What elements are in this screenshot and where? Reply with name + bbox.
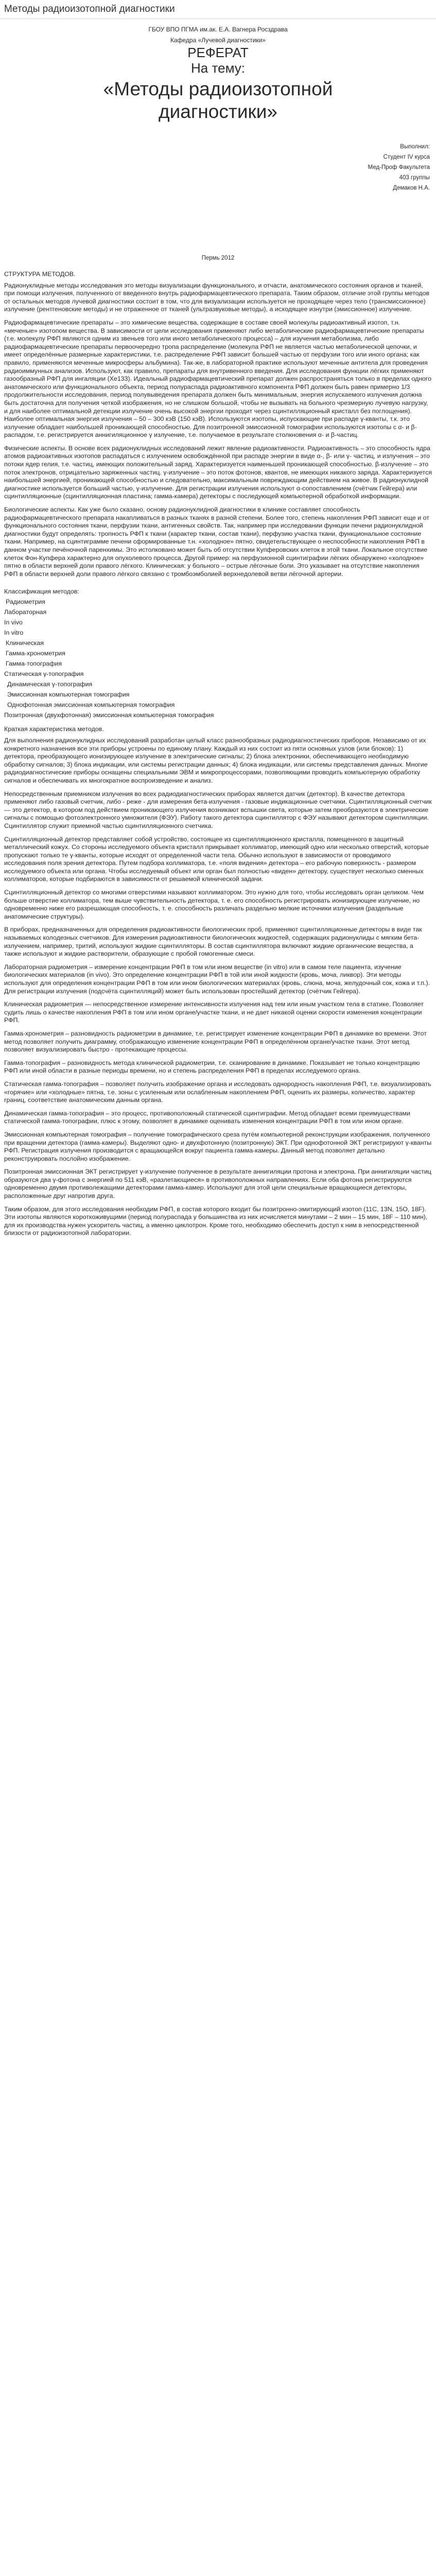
paragraph: Лабораторная радиометрия – измерение концентрации РФП в том или ином веществе (in vitro) или в самом теле пациента, изучение биологических материалов (in vivo). Это определение концентрации РФП в той или иной жидкости (кровь, моча, ликвор). Эти методы используют для определения концентрации РФП в том или ином биологических материалах (кровь, слюна, моча, желудочный сок, кожа и т.п.). Для регистрации излучения (подсчёта сцинтилляций) может быть использован простейший детектор (счётчик Гейгера).	[4, 963, 430, 995]
author-line: 403 группы	[399, 175, 430, 181]
paragraph: Радионуклидные методы исследования это методы визуализации функционального, и отчасти, анатомического состояния органов и тканей, при помощи излучения, полученного от введенного внутрь радиофармацевтического препарата. Таким образом, отличие этой группы методов от остальных методов лучевой диагностики состоит в том, что для визуализации используется не проходящее через тело (трансмиссионное) излучение (рентгеновские методы) и не отраженное от тканей (ультразвуковые методы), а исходящее изнутри (эмиссионное) излучение.	[4, 281, 430, 313]
paragraph: Гамма-топография – разновидность метода клинической радиометрии, т.е. сканирование в динамике. Показывает не только концентрацию РФП или иной области в разные периоды времени, но и степень распределения РФП в пределах исследуемого органа.	[4, 1059, 420, 1075]
paragraph: Радиофармацевтические препараты – это химические вещества, содержащие в составе своей молекулы радиоактивный изотоп, т.н. «меченые» изотопом вещества. В зависимости от цели исследования применяют либо метаболические радиофармацевтические препараты (т.е. молекулу РФП являются одним из звеньев того или иного метаболического процесса) – для изучения метаболизма, либо радиофармацевтические препараты первоочередно тропа распределение (молекула РФП не является частью метаболической цепочки, и имеет определённые размерные характеристики, т.е. распределение РФП зависит большей частью от перфузии того или иного органа; как правило, применяются меченные микросферы альбумина). Так-же, в лабораторной практике используют меченные антитела для проведения радиоиммунных анализов. Используют, как правило, препараты для внутривенного введения. Для исследования функции лёгких применяют газообразный РФП для ингаляции (Xe133). Идеальный радиофармацевтический препарат должен распространяться только в пределах одного анатомического или функционального объекта, период полураспада радиоактивного компонента РФП должен быть равен примерно 1/3 продолжительности исследования, период полувыведения препарата должен быть минимальным, энергия испускаемого излучения должна быть достаточна для получения четкой изображения, но не слишком большой, чтобы не вызывать на больного чрезмерную лучевую нагрузку, и для наиболее оптимальной детекции излучение очень высокой энергии проходит через сцинтилляционный кристалл без поглощения). Наиболее оптимальная энергия излучения – 50 – 300 кэВ (150 кэВ). Используются изотопы, испускающие при распаде γ-кванты, т.к. это излучение обладает наибольшей проникающей способностью. Для позитронной эмиссионной томографии используются изотопы с α- и β-распадом, т.е. регистрируется аннигиляционное γ излучение, т.е. получаемое в результате столкновения α- и β-частиц.	[4, 318, 432, 439]
list-item: In vivo	[4, 619, 23, 626]
list-item: Лабораторная	[4, 608, 47, 616]
paragraph: Сцинтилляционный детектор представляет собой устройство, состоящее из сцинтилляционного кристалла, помещенного в защитный металлический кожух. Со стороны исследуемого объекта кристалл прикрывает коллиматор, имеющий одно или несколько отверстий, которые пропускают только те γ-кванты, которые исходят от определенной части тела. Обычно используют в зависимости от проводимого исследования поля зрения детектора. Путем подбора коллиматора, т.е. «поля видения» детектора – его рабочую поверхность - размером исследуемого объекта или органа. Чтобы исследуемый объект или орган был полностью «виден» детектору, существует несколько сменных коллиматоров, которые подбираются в зависимости от решаемой клинической задачи.	[4, 835, 429, 883]
list-item: Статическая γ-топография	[4, 670, 84, 678]
document-header	[0, 0, 436, 19]
list-item: Клиническая	[6, 639, 44, 647]
paragraph: Физические аспекты. В основе всех радионуклидных исследований лежит явление радиоактивности. Радиоактивность – это способность ядра атомов радиоактивных изотопов распадаться с излучением освобождённой при распаде энергии в виде α-, β- или γ- частиц, и излучения – это потоки ядер гелия, т.е. частиц, имеющих положительный заряд. Характеризуется наименьшей проникающей способностью. β-излучение – это поток электронов, отрицательно заряженных частиц. γ-излучение – это поток фотонов, квантов, не имеющих никакого заряда. Характеризуется наибольшей энергией, проникающей способностью и следовательно, максимальным повреждающим действием на живое. В радионуклидной диагностике используется больший частью, γ-излучение. Для регистрации излучения используют α-сопоставлением (счётчик Гейгера) или сцинтилляционные (сцинтилляционная пластина; гамма-камера) детекторы с последующей компьютерной обработкой информации.	[4, 444, 432, 500]
section-heading: Краткая характеристика методов.	[4, 725, 104, 733]
list-item: Динамическая γ-топография	[7, 681, 93, 688]
paragraph: В приборах, предназначенных для определения радиоактивности биологических проб, применяют сцинтилляционные детекторы в виде так называемых колодезных счетчиков. Для измерения радиоактивности биологических жидкостей, содержащих радионуклиды с мягким бета-излучением, например, тритий, используют жидкие сцинтилляторы. В состав сцинтиллятора включают жидкие органические вещества, а также используют и жидкие растворители, образующие с пробой гомогенные смеси.	[4, 926, 422, 958]
referat-label: РЕФЕРАТ	[187, 45, 249, 60]
document-title: Методы радиоизотопной диагностики	[4, 4, 175, 14]
university-name: ГБОУ ВПО ПГМА им.ак. Е.А. Вагнера Росздрава	[148, 26, 288, 33]
list-item: Гамма-топография	[6, 660, 62, 668]
classification-list	[4, 586, 432, 720]
author-line: Выполнил:	[400, 144, 430, 150]
author-line: Студент IV курса	[383, 154, 430, 160]
paragraph: Эмиссионная компьютерная томография – получение томографического среза путём компьютерной реконструкции изображения, полученного при вращении детектора (гамма-камеры). Выделяют одно- и двухфотонную (позитронную) ЭКТ. При однофотонной ЭКТ регистрируют γ-кванты РФП. Регистрация излучения производится с вращающейся вокруг пациента гамма-камеры. Данный метод позволяет детально реконструировать послойно изображение.	[4, 1130, 432, 1162]
paragraph: Гамма-хронометрия – разновидность радиометрии в динамике, т.е. регистрирует изменение концентрации РФП в динамике во времени. Этот метод позволяет получить диаграмму, отображающую изменение концентрации РФП в определённом органе/участке ткани. Этот метод позволяет визуализировать быстро - протекающие процессы.	[4, 1029, 427, 1054]
topic-line-2: диагностики»	[159, 101, 277, 122]
section-heading: СТРУКТУРА МЕТОДОВ.	[4, 270, 76, 278]
paragraph: Клиническая радиометрия — непосредственное измерение интенсивности излучения над тем или иным участком тела в статике. Позволяет судить лишь о качестве накопления РФП в том или ином органе/участке ткани, и не дает никакой оценки скорости изменения концентрации РФП.	[4, 1001, 424, 1024]
topic-line-1: «Методы радиоизотопной	[103, 78, 333, 99]
city-year: Пермь 2012	[201, 255, 235, 261]
paragraph: Таким образом, для этого исследования необходим РФП, в состав которого входит бы позитронно-эмитирующий изотоп (11C, 13N, 15O, 18F). Эти изотопы являются короткоживущими (период полураспада у большинства из них исчисляется минутами – 2 мин – 15 мин, 18F – 110 мин), для их производства нужен ускоритель частиц, а именно циклотрон. Кроме того, необходимо обеспечить доступ к ним в непосредственной близости от радиоизотопной лаборатории.	[4, 1205, 428, 1237]
paragraph: Позитронная эмиссионная ЭКТ регистрирует γ-излучение полученное в результате аннигиляции протона и электрона. При аннигиляции частиц образуются два γ-фотона с энергией по 511 кэВ, «разлетающиеся» в противоположных направлениях. Если оба фотона регистрируются одновременно двумя противолежащими детекторами гамма-камер. Используют для этой цели специальные вращающиеся детекторы, расположенные друг напротив друга.	[4, 1168, 431, 1200]
topic-label: На тему:	[191, 60, 245, 76]
list-item: Позитронная (двухфотонная) эмиссионная компьютерная томография	[4, 711, 214, 719]
list-item: Радиометрия	[6, 598, 45, 606]
paragraph: Непосредственным приемником излучения во всех радиодиагностических приборах является датчик (детектор). В качестве детектора применяют либо газовый счетчик, либо - реже - для измерения бета-излучения - газовые индикационные счетчики. Сцинтилляционный счетчик — это детектор, в котором под действием проникающего излучения возникают вспышки света, которые затем преобразуются в электрические сигналы с помощью фотоэлектронного умножителя (ФЭУ). Работу такого детектора сцинтиллятор с ФЭУ называют детектором сцинтилляции. Сцинтиллятор служит приемной частью сцинтилляционного счетчика.	[4, 790, 432, 829]
paragraph: Динамическая гамма-топография – это процесс, противоположный статической сцинтиграфии. Метод обладает всеми преимуществами статической гамма-топографии, плюс к этому, позволяет в динамике оценивать изменения концентрации РФП в том или ином органе.	[4, 1109, 410, 1125]
paragraph: Сцинтилляционный детектор со многими отверстиями называют коллиматором. Это нужно для того, чтобы исследовать орган целиком. Чем больше отверстие коллиматора, тем выше чувствительность детектора, т. е. его способность регистрировать ионизирующее излучение, но одновременно ниже его разрешающая способность, т. е. способность различать раздельно мелкие источники излучения (раздельные анатомические структуры).	[4, 889, 424, 920]
list-item: Однофотонная эмиссионная компьютерная томография	[7, 701, 175, 709]
paragraph: Биологические аспекты. Как уже было сказано, основу радионуклидной диагностики в клинике составляет способность радиофармацевтического препарата накапливаться в разных тканях в разной степени. Более того, степень накопления РФП зависит еще и от функционального состояния ткани, перфузии ткани, антигенных свойств. Так, например при исследовании функции печени радионуклидной диагностики будут определять: тропность РФП к ткани (характер ткани, состав ткани), перфузию участка ткани, функциональное состояние ткани. Например, на сцинтиграмме печени сформированные т.н. «холодное» пятно, свидетельствующее о неспособности накопления РФП в данном участке печёночной паренхимы. Это истолковано может быть об отсутствии Купферовских клеток в этой ткани. Локальное отсутствие клеток Фон-Купфера характерно для опухолевого процесса. Другой пример: на перфузионной сцинтиграфии лёгких обнаружено «холодное» пятно в области верхней доли правого лёгкого. Клиническая: у больного – острые лёгочные боли. Это указывает на отсутствие накопления РФП в области верхней доли правого лёгкого связано с тромбоэмболией верхнедолевой ветви лёгочной артерии.	[4, 506, 429, 578]
paragraph: Статическая гамма-топография – позволяет получить изображение органа и исследовать однородность накопления РФП, т.е. визуализировать «горячие» или «холодные» пятна, т.е. зоны с усиленным или ослабленным накоплением РФП, оценить их размеры, количество, характер границ, соответствие анатомическим данным органа.	[4, 1080, 431, 1104]
author-block	[4, 142, 432, 193]
author-line: Мед-Проф Факультета	[368, 164, 430, 171]
list-item: In vitro	[4, 629, 24, 637]
list-item: Гамма-хронометрия	[6, 650, 65, 657]
document-body	[0, 24, 436, 1238]
author-line: Демаков Н.А.	[393, 185, 430, 191]
paragraph: Для выполнения радионуклидных исследований разработан целый класс разнообразных радиодиагностических приборов. Независимо от их конкретного назначения все эти приборы устроены по единому плану. Каждый из них состоит из пяти основных узлов (или блоков): 1) детектора, преобразующего ионизирующее излучение в электрические сигналы; 2) блока электроники, обеспечивающего необходимую обработку сигналов; 3) блока индикации, или системы регистрации данных; 4) блока индикации, или системы представления данных. Многие радиодиагностические приборы оснащены специальными ЭВМ и микропроцессорами, позволяющими проводить компьютерную обработку сигналов и обеспечивать их многократное воспроизведение и анализ.	[4, 736, 428, 784]
department-name: Кафедра «Лучевой диагностики»	[170, 37, 266, 44]
list-item: Эмиссионная компьютерная томография	[7, 691, 130, 699]
classification-title: Классификация методов:	[4, 588, 79, 596]
